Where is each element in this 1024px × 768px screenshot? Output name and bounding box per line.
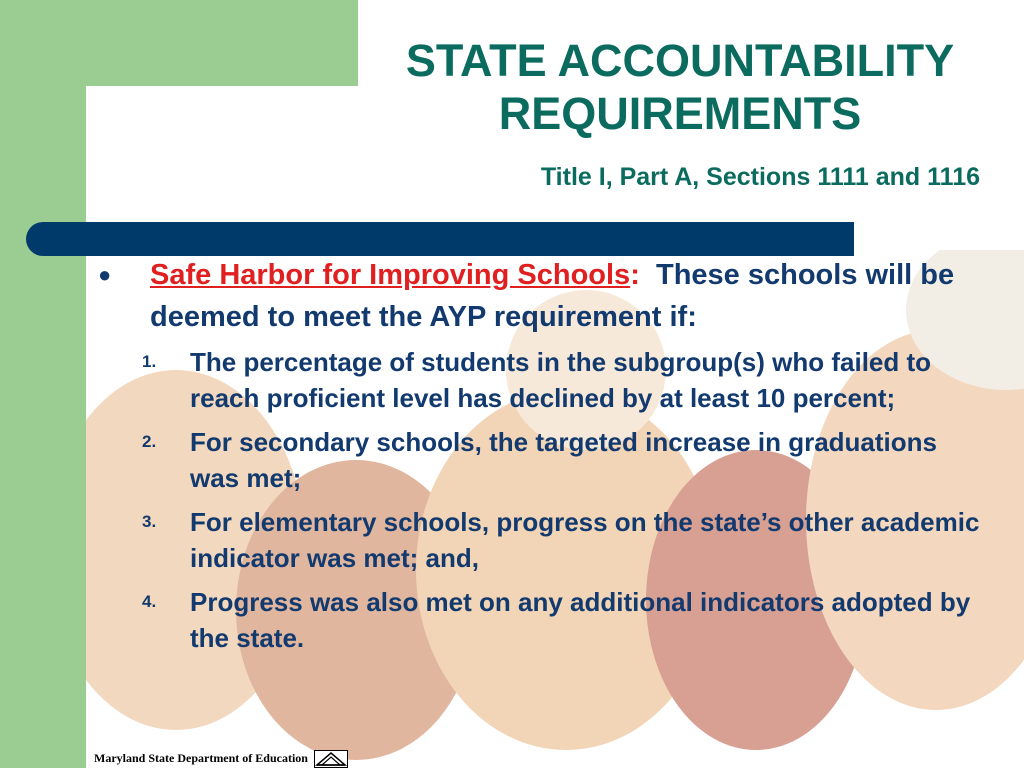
list-number: 2. (142, 432, 157, 451)
list-item (142, 344, 986, 416)
footer (94, 749, 348, 768)
list-number: 3. (142, 512, 157, 531)
list-text: For secondary schools, the targeted increase in graduations was met; (190, 427, 937, 493)
list-text: Progress was also met on any additional indicators adopted by the state. (190, 587, 971, 653)
list-text: For elementary schools, progress on the state’s other academic indicator was met; and, (190, 507, 980, 573)
left-green-band (0, 0, 86, 768)
list-text: The percentage of students in the subgroup(s) who failed to reach proficient level has declined by at least 10 percent; (190, 347, 932, 413)
title-divider-bar (26, 222, 854, 256)
slide-title-line1: STATE ACCOUNTABILITY (405, 35, 955, 86)
safe-harbor-heading: Safe Harbor for Improving Schools (150, 259, 631, 291)
list-item (142, 424, 986, 496)
slide-body (96, 254, 986, 664)
heading-colon: : (630, 259, 640, 291)
top-green-band (86, 0, 358, 86)
list-item (142, 584, 986, 656)
bullet-body-text: These schools will be deemed to meet the AYP requirement if: (150, 259, 955, 333)
bullet-item (96, 254, 986, 338)
bullet-dot-icon: ● (98, 262, 112, 287)
footer-org-name: Maryland State Department of Education (94, 751, 308, 765)
slide-title (360, 34, 1000, 140)
bullet-text (150, 254, 986, 338)
slide-subtitle: Title I, Part A, Sections 1111 and 1116 (540, 163, 980, 191)
criteria-list (142, 344, 986, 656)
list-number: 1. (142, 352, 157, 371)
list-item (142, 504, 986, 576)
msde-logo-icon (314, 750, 348, 768)
slide-title-line2: REQUIREMENTS (498, 88, 862, 139)
list-number: 4. (142, 592, 157, 611)
